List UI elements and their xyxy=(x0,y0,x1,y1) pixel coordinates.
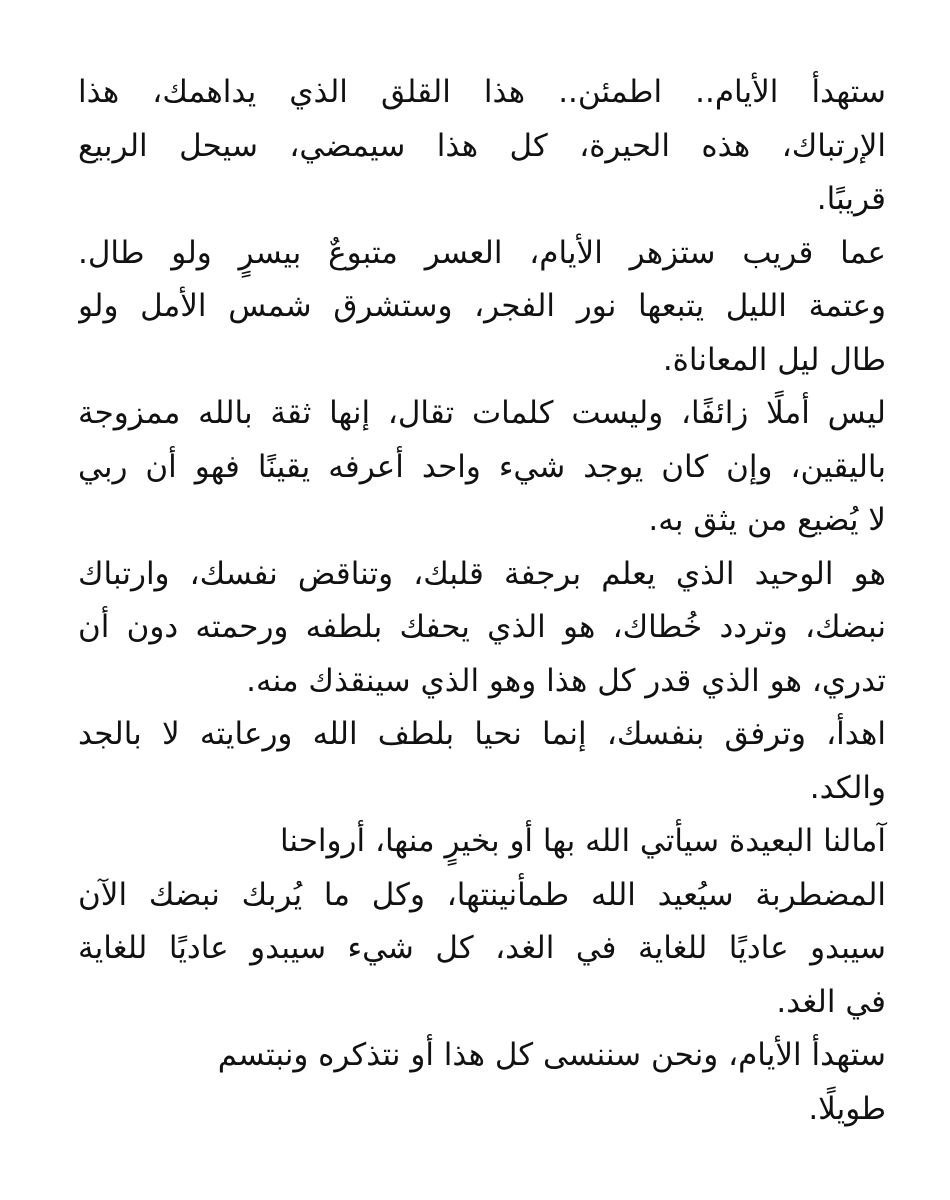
paragraph-5 xyxy=(78,548,886,709)
text-line: ستهدأ الأيام، ونحن سننسى كل هذا أو نتذكره ونبتسم xyxy=(217,1037,886,1073)
text-line: آمالنا البعيدة سيأتي الله بها أو بخيرٍ منها، أرواحنا xyxy=(279,823,886,859)
text-line: وعتمة الليل يتبعها نور الفجر، وستشرق شمس الأمل ولو xyxy=(78,288,886,324)
paragraph-4 xyxy=(78,387,886,548)
text-line: ستهدأ الأيام.. اطمئن.. هذا القلق الذي يداهمك، هذا xyxy=(78,74,886,110)
text-line: طال ليل المعاناة. xyxy=(662,341,886,378)
text-line: المضطربة سيُعيد الله طمأنينتها، وكل ما يُربك نبضك الآن xyxy=(78,876,886,913)
text-line: اهدأ، وترفق بنفسك، إنما نحيا بلطف الله ورعايته لا بالجد xyxy=(78,716,886,752)
paragraph-1 xyxy=(78,66,886,227)
paragraph-8 xyxy=(78,1029,886,1136)
text-line: لا يُضيع من يثق به. xyxy=(648,502,886,538)
text-line: قريبًا. xyxy=(816,181,886,217)
text-line: الإرتباك، هذه الحيرة، كل هذا سيمضي، سيحل الربيع xyxy=(78,127,886,164)
text-line: والكد. xyxy=(809,769,886,806)
text-line: ليس أملًا زائفًا، وليست كلمات تقال، إنها ثقة بالله ممزوجة xyxy=(78,395,886,431)
text-line: سيبدو عاديًا للغاية في الغد، كل شيء سيبدو عاديًا للغاية xyxy=(78,930,886,966)
text-line: هو الوحيد الذي يعلم برجفة قلبك، وتناقض نفسك، وارتباك xyxy=(78,555,886,592)
document-body xyxy=(78,66,886,1136)
paragraph-6 xyxy=(78,708,886,815)
text-line: تدري، هو الذي قدر كل هذا وهو الذي سينقذك منه. xyxy=(246,662,886,699)
text-line: في الغد. xyxy=(776,983,886,1020)
text-line: باليقين، وإن كان يوجد شيء واحد أعرفه يقينًا فهو أن ربي xyxy=(78,448,886,485)
text-line: عما قريب ستزهر الأيام، العسر متبوعٌ بيسرٍ ولو طال. xyxy=(78,234,886,271)
paragraph-2 xyxy=(78,227,886,281)
paragraph-3 xyxy=(78,280,886,387)
text-line: نبضك، وتردد خُطاك، هو الذي يحفك بلطفه ورحمته دون أن xyxy=(78,609,886,645)
text-line: طويلًا. xyxy=(808,1090,886,1127)
paragraph-7 xyxy=(78,815,886,1029)
